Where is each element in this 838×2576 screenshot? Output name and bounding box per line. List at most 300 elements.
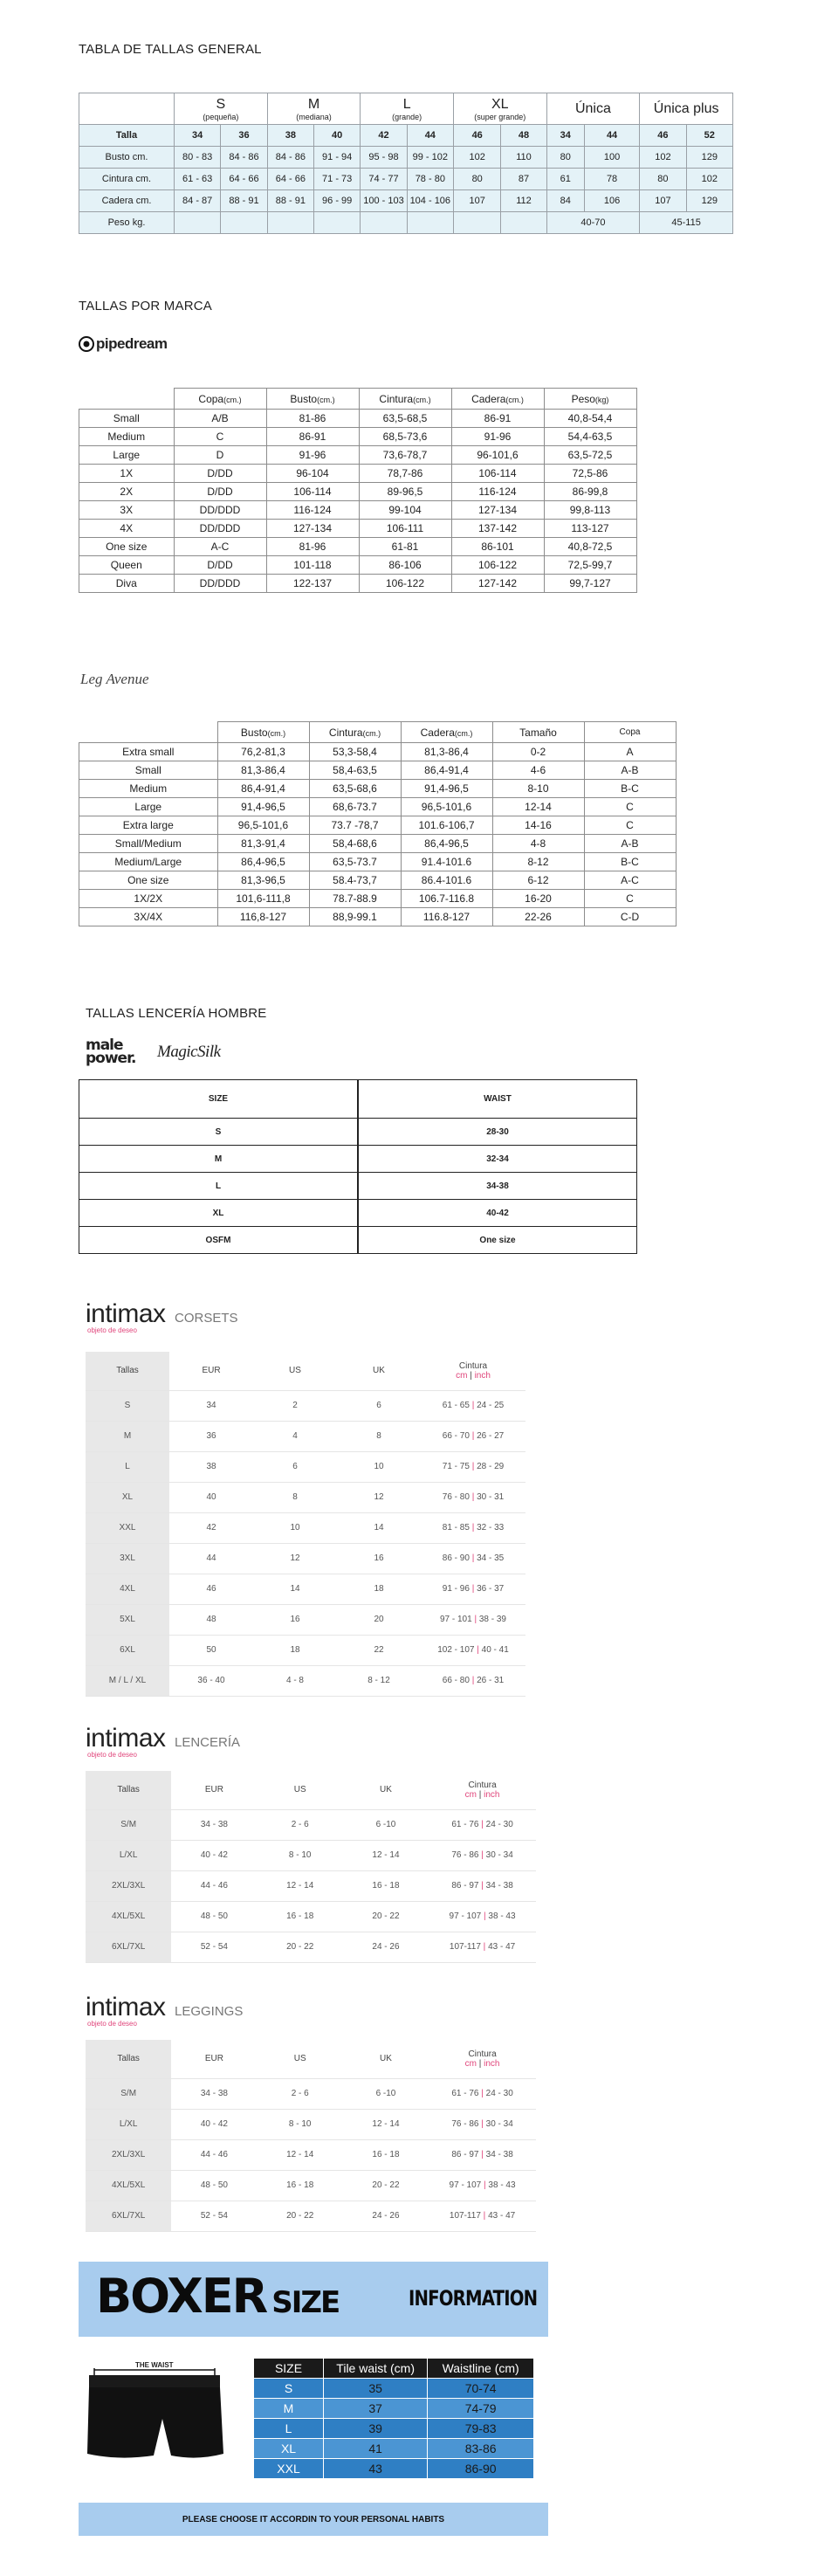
cell: 107	[453, 190, 500, 212]
table-cell: 39	[324, 2419, 428, 2439]
row-label: L	[254, 2419, 324, 2439]
table-cell: 91-96	[451, 428, 544, 446]
table-cell: 40,8-72,5	[544, 538, 636, 556]
table-cell: 99,7-127	[544, 575, 636, 593]
table-cell: 2 - 6	[258, 1809, 343, 1840]
corner-cell	[79, 93, 175, 125]
corsets-label: CORSETS	[174, 1311, 238, 1326]
table-row	[79, 465, 637, 483]
table-row	[86, 2078, 536, 2109]
table-cell: 63,5-68,6	[309, 780, 401, 798]
cell: 80	[640, 169, 686, 190]
cintura-cell: 97 - 107 | 38 - 43	[429, 2170, 536, 2201]
cell: 87	[501, 169, 546, 190]
table-cell: 6	[253, 1451, 337, 1482]
cell: 102	[686, 169, 732, 190]
table-cell: 99-104	[359, 501, 451, 520]
col-header: US	[258, 1771, 343, 1809]
col-header: EUR	[171, 2040, 257, 2078]
table-cell: 6-12	[492, 871, 584, 890]
general-size-table	[79, 93, 733, 234]
size-unica-header: Única	[546, 93, 640, 125]
table-cell: 81,3-91,4	[217, 835, 309, 853]
table-row	[86, 1635, 525, 1665]
cell: 36	[221, 125, 267, 147]
table-cell: 52 - 54	[171, 2201, 257, 2231]
cell: 96 - 99	[314, 190, 361, 212]
cell: 34	[546, 125, 584, 147]
table-row	[86, 1901, 536, 1932]
table-cell: 10	[253, 1512, 337, 1543]
row-label: 6XL/7XL	[86, 2201, 171, 2231]
table-cell: 96-101,6	[451, 446, 544, 465]
cell: 95 - 98	[361, 147, 407, 169]
row-label: S	[86, 1390, 169, 1421]
table-cell: 10	[337, 1451, 421, 1482]
row-label: Busto cm.	[79, 147, 175, 169]
table-cell: 22-26	[492, 908, 584, 926]
corner-cell	[79, 389, 175, 410]
table-cell: 12 - 14	[258, 2139, 343, 2170]
cell: 42	[361, 125, 407, 147]
cell: 71 - 73	[314, 169, 361, 190]
row-label: 5XL	[86, 1604, 169, 1635]
table-cell: C	[584, 890, 676, 908]
table-cell: C	[174, 428, 266, 446]
col-header: US	[258, 2040, 343, 2078]
cell: 64 - 66	[267, 169, 313, 190]
cell: 48	[501, 125, 546, 147]
row-label: Medium	[79, 780, 218, 798]
table-row	[86, 2109, 536, 2139]
table-cell: A/B	[174, 410, 266, 428]
cell: 88 - 91	[267, 190, 313, 212]
cintura-cell: 91 - 96 | 36 - 37	[421, 1574, 525, 1604]
cell: 84 - 87	[175, 190, 221, 212]
table-row	[79, 446, 637, 465]
table-cell: 73.7 -78,7	[309, 816, 401, 835]
cell	[175, 212, 221, 234]
cintura-cell: 76 - 86 | 30 - 34	[429, 1840, 536, 1870]
table-row	[79, 761, 677, 780]
col-header: UK	[337, 1352, 421, 1390]
general-peso-row	[79, 212, 733, 234]
cell	[267, 212, 313, 234]
intimax-tagline: objeto de deseo	[87, 1326, 137, 1334]
table-cell: 34 - 38	[171, 1809, 257, 1840]
table-cell: One size	[358, 1227, 637, 1254]
row-label: 2XL/3XL	[86, 1870, 171, 1901]
table-cell: 18	[253, 1635, 337, 1665]
table-cell: 137-142	[451, 520, 544, 538]
row-label: S	[79, 1119, 358, 1146]
leggings-label: LEGGINGS	[174, 2004, 244, 2019]
table-cell: 8	[253, 1482, 337, 1512]
cell: 107	[640, 190, 686, 212]
table-cell: 2	[253, 1390, 337, 1421]
row-label: 6XL/7XL	[86, 1932, 171, 1962]
table-cell: 32-34	[358, 1146, 637, 1173]
table-cell: 63,5-72,5	[544, 446, 636, 465]
table-cell: 48 - 50	[171, 2170, 257, 2201]
table-row	[86, 1543, 525, 1574]
row-label: One size	[79, 871, 218, 890]
row-label: L	[79, 1173, 358, 1200]
table-row	[79, 908, 677, 926]
row-label: 2XL/3XL	[86, 2139, 171, 2170]
table-cell: 106-114	[266, 483, 359, 501]
table-cell: A-B	[584, 835, 676, 853]
table-cell: 8-12	[492, 853, 584, 871]
table-cell: 8 - 10	[258, 2109, 343, 2139]
cell: 84	[546, 190, 584, 212]
table-row	[86, 1932, 536, 1962]
row-label: OSFM	[79, 1227, 358, 1254]
table-cell: 14-16	[492, 816, 584, 835]
table-cell: 8	[337, 1421, 421, 1451]
size-l-header: L (grande)	[361, 93, 454, 125]
table-row	[79, 1146, 637, 1173]
table-cell: 42	[169, 1512, 253, 1543]
table-cell: 12	[337, 1482, 421, 1512]
row-label: 4XL/5XL	[86, 1901, 171, 1932]
row-label: Medium/Large	[79, 853, 218, 871]
table-cell: 20 - 22	[343, 2170, 429, 2201]
table-cell: 116-124	[451, 483, 544, 501]
row-label: S	[254, 2379, 324, 2399]
table-cell: 86-91	[266, 428, 359, 446]
table-row	[254, 2439, 534, 2459]
table-cell: 38	[169, 1451, 253, 1482]
row-label: Extra large	[79, 816, 218, 835]
cell: 84 - 86	[221, 147, 267, 169]
row-label: 4X	[79, 520, 175, 538]
row-label: M	[254, 2399, 324, 2419]
size-unica-plus-header: Única plus	[640, 93, 733, 125]
table-cell: 58,4-63,5	[309, 761, 401, 780]
cell: 44	[584, 125, 639, 147]
table-cell: 48	[169, 1604, 253, 1635]
table-row	[79, 428, 637, 446]
table-cell: 99,8-113	[544, 501, 636, 520]
col-header-cadera: Cadera(cm.)	[401, 722, 492, 743]
table-cell: 101-118	[266, 556, 359, 575]
col-header-cintura: Cintura cm | inch	[421, 1352, 525, 1390]
cintura-cell: 107-117 | 43 - 47	[429, 2201, 536, 2231]
table-cell: 68,6-73.7	[309, 798, 401, 816]
male-power-logo: male power.	[86, 1037, 136, 1067]
cell	[501, 212, 546, 234]
table-cell: 41	[324, 2439, 428, 2459]
table-cell: 34-38	[358, 1173, 637, 1200]
table-cell: 43	[324, 2459, 428, 2479]
table-row	[79, 501, 637, 520]
table-header-row	[86, 1771, 536, 1809]
col-header-cadera: Cadera(cm.)	[451, 389, 544, 410]
boxer-header-row	[254, 2359, 534, 2379]
table-cell: 127-142	[451, 575, 544, 593]
table-cell: 12 - 14	[343, 1840, 429, 1870]
row-label: Diva	[79, 575, 175, 593]
table-row	[79, 1227, 637, 1254]
table-cell: 91,4-96,5	[401, 780, 492, 798]
intimax-wordmark: intimax	[86, 1299, 166, 1328]
col-header-cintura: Cintura(cm.)	[359, 389, 451, 410]
table-cell: 79-83	[428, 2419, 534, 2439]
cell: 78 - 80	[407, 169, 453, 190]
cintura-cell: 86 - 97 | 34 - 38	[429, 1870, 536, 1901]
table-cell: 81-86	[266, 410, 359, 428]
table-cell: 48 - 50	[171, 1901, 257, 1932]
table-cell: 86,4-91,4	[401, 761, 492, 780]
table-header-row	[86, 2040, 536, 2078]
table-row	[79, 538, 637, 556]
table-cell: 16 - 18	[343, 1870, 429, 1901]
cell: 44	[407, 125, 453, 147]
table-cell: D/DD	[174, 465, 266, 483]
table-cell: 8 - 12	[337, 1665, 421, 1696]
row-label: 1X	[79, 465, 175, 483]
table-cell: C-D	[584, 908, 676, 926]
table-cell: 63,5-68,5	[359, 410, 451, 428]
cell: 91 - 94	[314, 147, 361, 169]
table-row	[86, 1512, 525, 1543]
corsets-size-table	[86, 1352, 525, 1697]
leggings-size-table	[86, 2040, 536, 2232]
cell: 46	[453, 125, 500, 147]
table-cell: 4-6	[492, 761, 584, 780]
row-label: M	[86, 1421, 169, 1451]
table-row	[86, 2201, 536, 2231]
row-label: Extra small	[79, 743, 218, 761]
cintura-cell: 97 - 101 | 38 - 39	[421, 1604, 525, 1635]
cintura-cell: 76 - 80 | 30 - 31	[421, 1482, 525, 1512]
table-cell: 22	[337, 1635, 421, 1665]
table-cell: 106.7-116.8	[401, 890, 492, 908]
table-cell: 35	[324, 2379, 428, 2399]
cell: 129	[686, 190, 732, 212]
table-cell: 16 - 18	[343, 2139, 429, 2170]
lenceria-label: LENCERÍA	[174, 1735, 241, 1750]
table-cell: 73,6-78,7	[359, 446, 451, 465]
men-header-row	[79, 1080, 637, 1119]
row-label: L/XL	[86, 2109, 171, 2139]
col-header: US	[253, 1352, 337, 1390]
col-header: UK	[343, 2040, 429, 2078]
table-cell: 24 - 26	[343, 2201, 429, 2231]
row-label: L/XL	[86, 1840, 171, 1870]
cintura-cell: 61 - 76 | 24 - 30	[429, 2078, 536, 2109]
intimax-leggings-logo	[86, 1993, 243, 2028]
table-cell: 28-30	[358, 1119, 637, 1146]
table-cell: 122-137	[266, 575, 359, 593]
col-header-cintura: Cintura cm | inch	[429, 2040, 536, 2078]
table-cell: 8 - 10	[258, 1840, 343, 1870]
table-cell: 20 - 22	[258, 2201, 343, 2231]
col-header-cintura: Cintura(cm.)	[309, 722, 401, 743]
cell: 40-70	[546, 212, 640, 234]
magic-silk-logo: MagicSilk	[157, 1043, 221, 1061]
intimax-wordmark: intimax	[86, 1993, 166, 2022]
table-cell: 0-2	[492, 743, 584, 761]
general-talla-row	[79, 125, 733, 147]
table-cell: 86,4-96,5	[401, 835, 492, 853]
waist-label: THE WAIST	[133, 2361, 176, 2369]
cintura-cell: 61 - 76 | 24 - 30	[429, 1809, 536, 1840]
table-cell: 86,4-91,4	[217, 780, 309, 798]
table-cell: 63,5-73.7	[309, 853, 401, 871]
table-row	[79, 556, 637, 575]
table-cell: 81-96	[266, 538, 359, 556]
table-cell: 83-86	[428, 2439, 534, 2459]
row-label: Small/Medium	[79, 835, 218, 853]
row-label: 1X/2X	[79, 890, 218, 908]
col-header-cintura: Cintura cm | inch	[429, 1771, 536, 1809]
table-cell: 37	[324, 2399, 428, 2419]
col-header: Tallas	[86, 1352, 169, 1390]
table-cell: 86-91	[451, 410, 544, 428]
table-cell: 116-124	[266, 501, 359, 520]
corner-cell	[79, 722, 218, 743]
row-label: M / L / XL	[86, 1665, 169, 1696]
table-cell: 16-20	[492, 890, 584, 908]
table-cell: 91,4-96,5	[217, 798, 309, 816]
cell	[221, 212, 267, 234]
table-cell: B-C	[584, 780, 676, 798]
cell	[314, 212, 361, 234]
table-cell: 12 - 14	[258, 1870, 343, 1901]
table-cell: A-B	[584, 761, 676, 780]
row-label: 4XL	[86, 1574, 169, 1604]
brands-title: TALLAS POR MARCA	[79, 299, 212, 313]
table-cell: 86-90	[428, 2459, 534, 2479]
table-cell: DD/DDD	[174, 575, 266, 593]
table-row	[79, 1200, 637, 1227]
col-header-waistline: Waistline (cm)	[428, 2359, 534, 2379]
table-cell: 50	[169, 1635, 253, 1665]
cell: 100 - 103	[361, 190, 407, 212]
table-cell: 4	[253, 1421, 337, 1451]
table-cell: A	[584, 743, 676, 761]
table-cell: 78.7-88.9	[309, 890, 401, 908]
table-cell: D/DD	[174, 483, 266, 501]
cell: 80	[453, 169, 500, 190]
col-header-tile-waist: Tile waist (cm)	[324, 2359, 428, 2379]
intimax-lenceria-logo	[86, 1724, 240, 1759]
cintura-cell: 76 - 86 | 30 - 34	[429, 2109, 536, 2139]
col-header-busto: Busto(cm.)	[217, 722, 309, 743]
col-header-busto: Busto(cm.)	[266, 389, 359, 410]
table-cell: 24 - 26	[343, 1932, 429, 1962]
intimax-tagline: objeto de deseo	[87, 1751, 137, 1759]
col-header-waist: WAIST	[358, 1080, 637, 1119]
table-cell: D/DD	[174, 556, 266, 575]
table-cell: 86.4-101.6	[401, 871, 492, 890]
table-cell: 81,3-86,4	[401, 743, 492, 761]
table-cell: 16 - 18	[258, 1901, 343, 1932]
table-cell: A-C	[174, 538, 266, 556]
table-cell: 72,5-86	[544, 465, 636, 483]
table-cell: DD/DDD	[174, 501, 266, 520]
table-cell: 4-8	[492, 835, 584, 853]
table-cell: 14	[253, 1574, 337, 1604]
table-cell: 127-134	[266, 520, 359, 538]
intimax-wordmark: intimax	[86, 1724, 166, 1753]
row-label: XXL	[254, 2459, 324, 2479]
table-cell: 81,3-86,4	[217, 761, 309, 780]
table-cell: 54,4-63,5	[544, 428, 636, 446]
table-cell: 127-134	[451, 501, 544, 520]
table-cell: 34 - 38	[171, 2078, 257, 2109]
col-header: EUR	[171, 1771, 257, 1809]
table-cell: 40	[169, 1482, 253, 1512]
table-cell: 4 - 8	[253, 1665, 337, 1696]
table-row	[79, 575, 637, 593]
men-size-table	[79, 1079, 637, 1254]
row-label: Small	[79, 410, 175, 428]
row-label: M	[79, 1146, 358, 1173]
boxer-banner	[79, 2262, 548, 2337]
table-cell: 12	[253, 1543, 337, 1574]
table-cell: 12 - 14	[343, 2109, 429, 2139]
cell: 38	[267, 125, 313, 147]
cell: 74 - 77	[361, 169, 407, 190]
table-row	[86, 1809, 536, 1840]
table-cell: 16	[337, 1543, 421, 1574]
row-label: Large	[79, 798, 218, 816]
table-cell: 20 - 22	[343, 1901, 429, 1932]
cell: 104 - 106	[407, 190, 453, 212]
row-label: Peso kg.	[79, 212, 175, 234]
col-header: Tallas	[86, 2040, 171, 2078]
table-row	[86, 1421, 525, 1451]
table-cell: 113-127	[544, 520, 636, 538]
table-cell: DD/DDD	[174, 520, 266, 538]
cintura-cell: 81 - 85 | 32 - 33	[421, 1512, 525, 1543]
row-label: XL	[86, 1482, 169, 1512]
cell	[407, 212, 453, 234]
row-label: S/M	[86, 1809, 171, 1840]
row-label: Cintura cm.	[79, 169, 175, 190]
row-label: 3X	[79, 501, 175, 520]
table-cell: 101,6-111,8	[217, 890, 309, 908]
table-cell: B-C	[584, 853, 676, 871]
cell: 46	[640, 125, 686, 147]
table-cell: 6 -10	[343, 2078, 429, 2109]
table-cell: 96,5-101,6	[217, 816, 309, 835]
row-label: 3X/4X	[79, 908, 218, 926]
row-label: 2X	[79, 483, 175, 501]
table-cell: 40 - 42	[171, 2109, 257, 2139]
table-cell: 86,4-96,5	[217, 853, 309, 871]
cintura-cell: 97 - 107 | 38 - 43	[429, 1901, 536, 1932]
table-row	[79, 816, 677, 835]
intimax-tagline: objeto de deseo	[87, 2020, 137, 2028]
pipedream-wordmark: pipedream	[96, 335, 168, 352]
row-label: Queen	[79, 556, 175, 575]
cell: 106	[584, 190, 639, 212]
table-cell: D	[174, 446, 266, 465]
table-cell: 116.8-127	[401, 908, 492, 926]
row-label: L	[86, 1451, 169, 1482]
col-header-size: SIZE	[79, 1080, 358, 1119]
col-header: Tallas	[86, 1771, 171, 1809]
table-row	[79, 1173, 637, 1200]
table-cell: 36	[169, 1421, 253, 1451]
row-label: 4XL/5XL	[86, 2170, 171, 2201]
leg-avenue-size-table	[79, 721, 677, 926]
pipedream-mark-icon	[79, 336, 94, 352]
